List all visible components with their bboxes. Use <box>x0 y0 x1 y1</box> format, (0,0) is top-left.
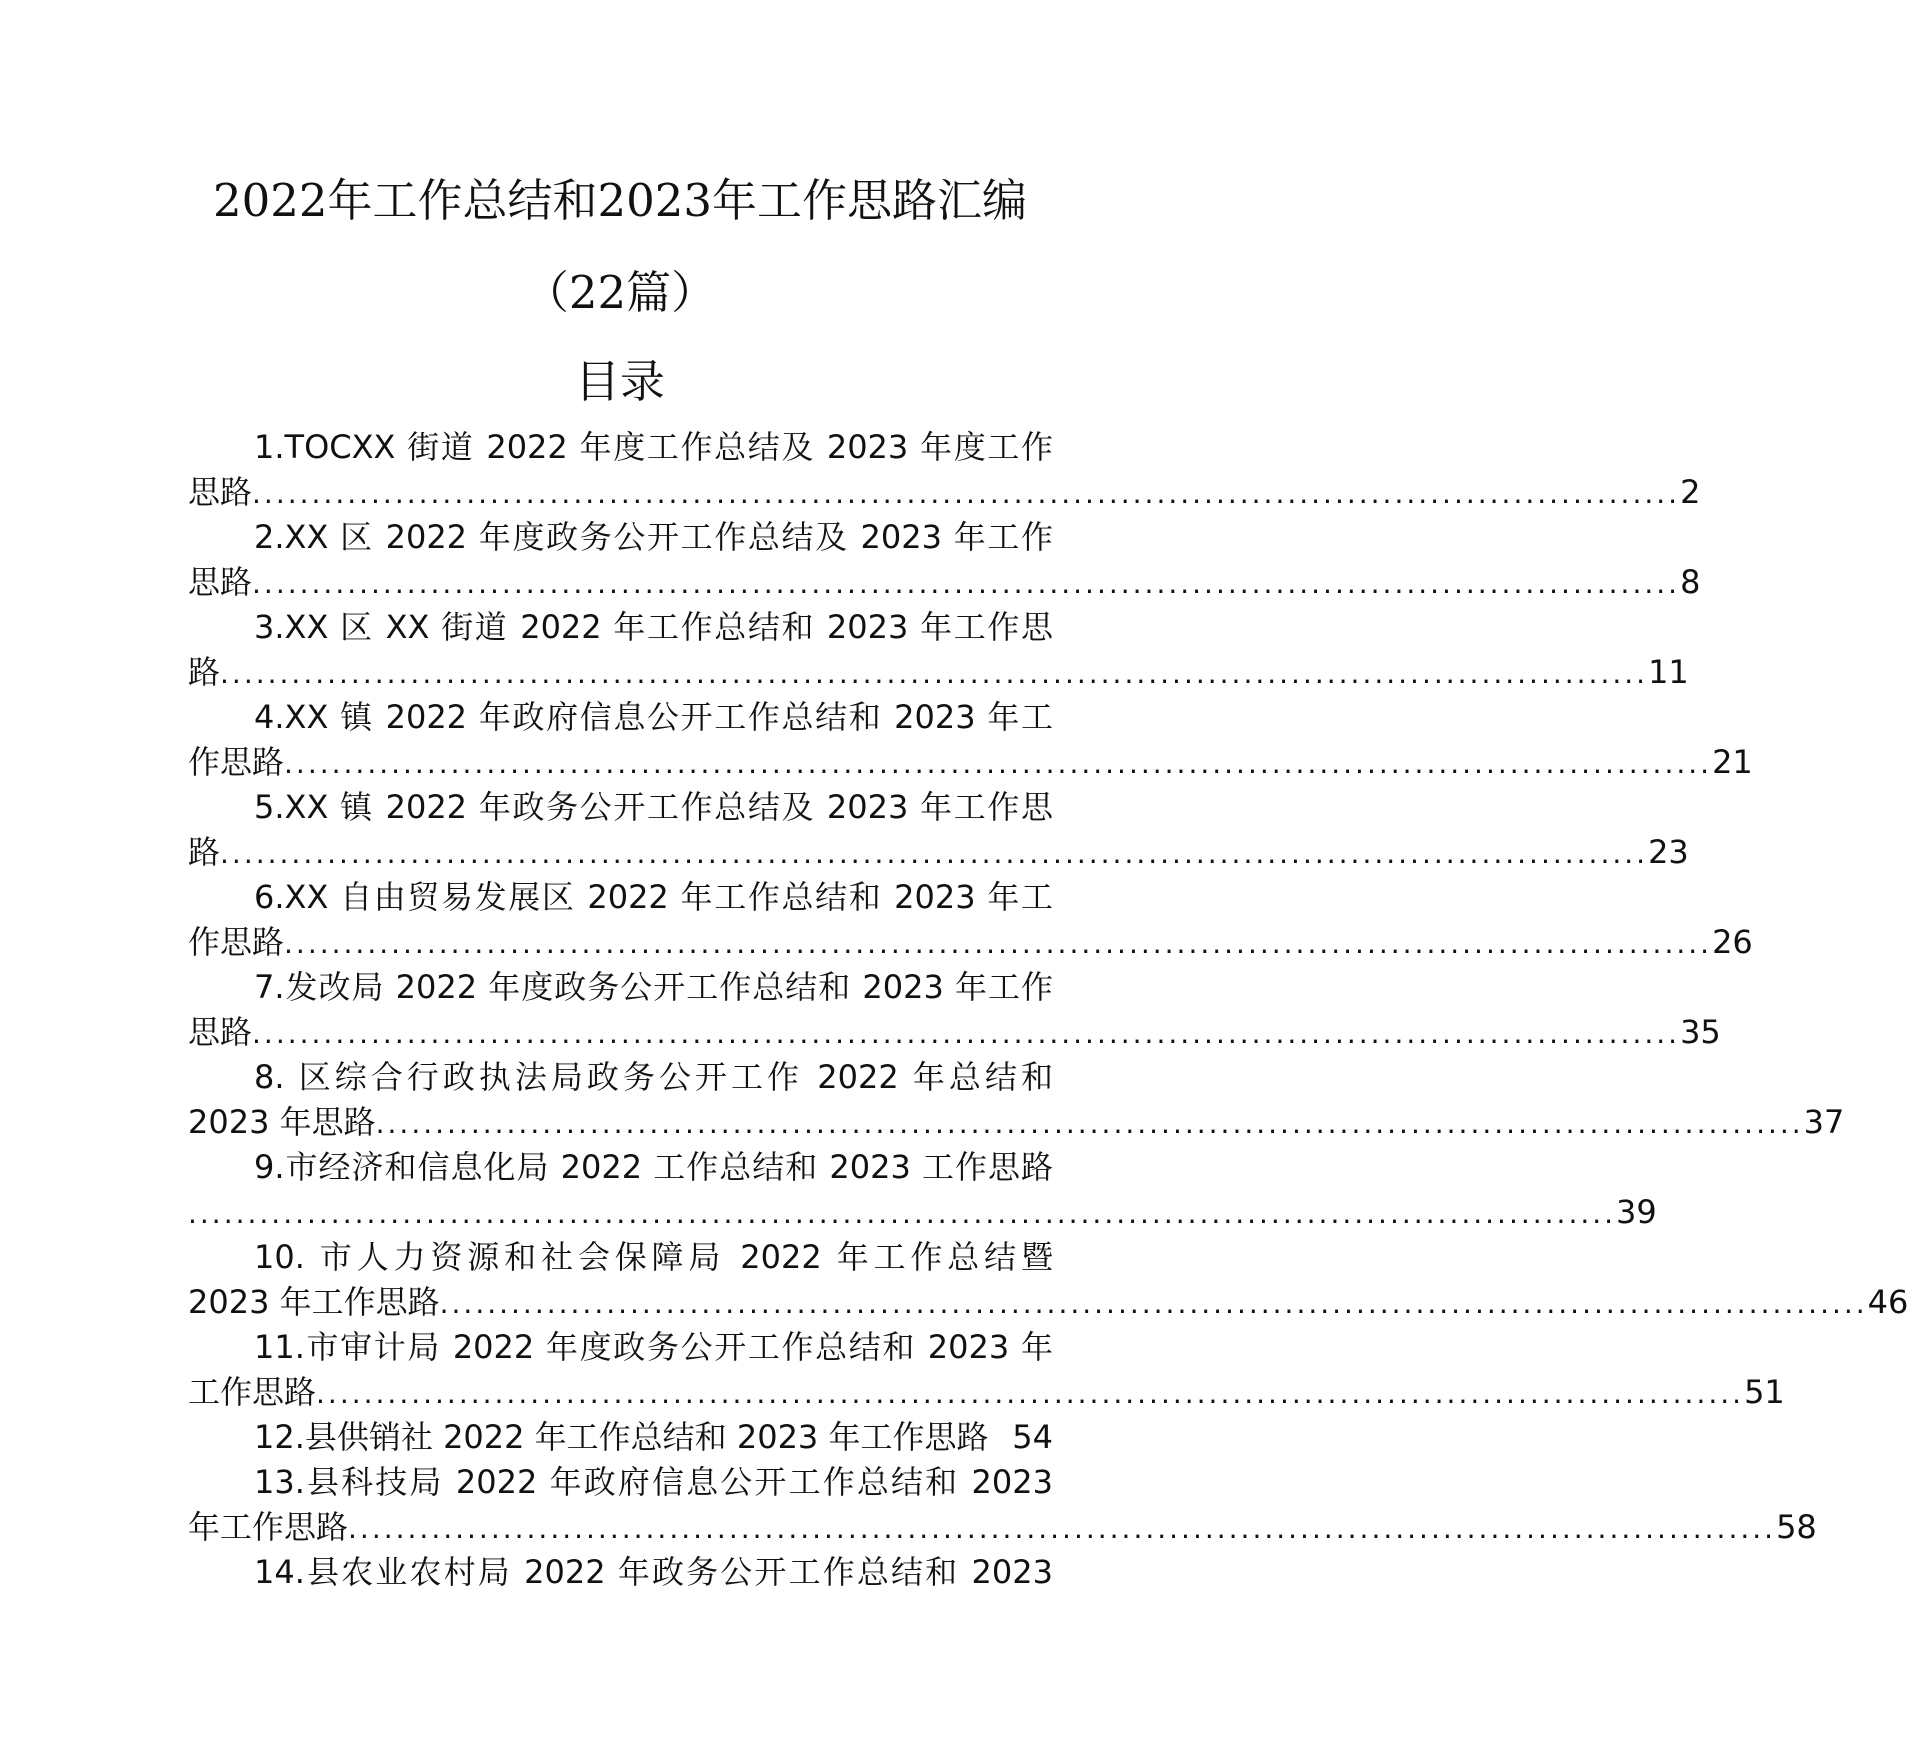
toc-entry-title: 5.XX 镇 2022 年政务公开工作总结及 2023 年工作思 <box>254 788 1053 826</box>
toc-entry-title: 7.发改局 2022 年度政务公开工作总结和 2023 年工作 <box>254 968 1053 1006</box>
toc-entry-title: 4.XX 镇 2022 年政府信息公开工作总结和 2023 年工 <box>254 698 1053 736</box>
toc-entry-title: 9.市经济和信息化局 2022 工作总结和 2023 工作思路 <box>254 1148 1053 1186</box>
toc-entry-title-continued: 路 <box>188 653 221 691</box>
toc-page-number: 39 <box>1616 1193 1657 1231</box>
toc-leader-dots: ........................................................................................................................ <box>252 1017 1681 1050</box>
toc-page-number: 51 <box>1744 1373 1785 1411</box>
toc-leader-dots: ........................................................................................................................ <box>220 657 1649 690</box>
toc-entry-title-continued: 思路 <box>188 473 253 511</box>
toc-entry[interactable] <box>188 965 1721 1055</box>
toc-entry[interactable] <box>188 1325 1785 1415</box>
toc-entry-title: 13.县科技局 2022 年政府信息公开工作总结和 2023 <box>254 1463 1053 1501</box>
toc-page-number: 26 <box>1712 923 1753 961</box>
toc-entry[interactable] <box>188 875 1753 965</box>
toc-entry-title-continued: 思路 <box>188 563 253 601</box>
toc-leader-dots: ........................................................................................................................ <box>348 1512 1777 1545</box>
toc-entry[interactable] <box>188 1235 1908 1325</box>
toc-entry[interactable] <box>188 695 1753 785</box>
toc-entry-title: 14.县农业农村局 2022 年政务公开工作总结和 2023 <box>254 1553 1053 1591</box>
toc-entry-title: 10. 市人力资源和社会保障局 2022 年工作总结暨 <box>254 1238 1053 1276</box>
toc-page-number: 8 <box>1680 563 1701 601</box>
toc-leader-dots: ........................................................................................................................ <box>439 1287 1868 1320</box>
toc-leader-dots: ........................................................................................................................ <box>284 927 1713 960</box>
toc-heading: 目录 <box>574 355 665 408</box>
toc-page-number: 11 <box>1648 653 1689 691</box>
toc-entry[interactable] <box>188 1550 1053 1595</box>
toc-entry-title-continued: 路 <box>188 833 221 871</box>
toc-leader-dots: ........................................................................................................................ <box>220 837 1649 870</box>
toc-entry-title-continued: 工作思路 <box>188 1373 317 1411</box>
toc-entry-title-continued: 作思路 <box>188 743 285 781</box>
toc-entry[interactable] <box>188 605 1689 695</box>
toc-entry-title: 3.XX 区 XX 街道 2022 年工作总结和 2023 年工作思 <box>254 608 1053 646</box>
toc-entry[interactable] <box>188 1055 1845 1145</box>
toc-leader-dots: ........................................................................................................................ <box>188 1197 1617 1230</box>
toc-entry-title-continued: 思路 <box>188 1013 253 1051</box>
toc-entry-title-continued: 2023 年工作思路 <box>188 1283 440 1321</box>
toc-entry[interactable] <box>188 1415 1053 1460</box>
toc-entry-title: 12.县供销社 2022 年工作总结和 2023 年工作思路 <box>254 1418 989 1456</box>
toc-leader-dots: ........................................................................................................................ <box>316 1377 1745 1410</box>
toc-page-number: 2 <box>1680 473 1701 511</box>
toc-page-number: 58 <box>1776 1508 1817 1546</box>
document-title: 2022年工作总结和2023年工作思路汇编 <box>212 174 1028 227</box>
toc-leader-dots: ........................................................................................................................ <box>252 477 1681 510</box>
toc-entry[interactable] <box>188 785 1689 875</box>
toc-page-number: 37 <box>1803 1103 1845 1141</box>
table-of-contents <box>188 425 1908 1595</box>
toc-page-number: 23 <box>1648 833 1689 871</box>
document-subtitle: （22篇） <box>523 266 717 319</box>
toc-entry-title: 8. 区综合行政执法局政务公开工作 2022 年总结和 <box>254 1058 1053 1096</box>
toc-entry[interactable] <box>188 1145 1657 1235</box>
toc-entry-title: 11.市审计局 2022 年度政务公开工作总结和 2023 年 <box>254 1328 1053 1366</box>
toc-page-number: 21 <box>1712 743 1753 781</box>
toc-page-number: 35 <box>1680 1013 1721 1051</box>
toc-entry-title: 2.XX 区 2022 年度政务公开工作总结及 2023 年工作 <box>254 518 1053 556</box>
toc-page-number: 54 <box>1012 1418 1053 1456</box>
toc-leader-dots: ........................................................................................................................ <box>375 1107 1804 1140</box>
toc-entry-title-continued: 作思路 <box>188 923 285 961</box>
toc-entry[interactable] <box>188 515 1701 605</box>
toc-entry-title-continued: 年工作思路 <box>188 1508 349 1546</box>
toc-entry-title: 6.XX 自由贸易发展区 2022 年工作总结和 2023 年工 <box>254 878 1053 916</box>
toc-leader-dots: ........................................................................................................................ <box>252 567 1681 600</box>
toc-entry[interactable] <box>188 1460 1817 1550</box>
toc-entry-title-continued: 2023 年思路 <box>188 1103 376 1141</box>
toc-page-number: 46 <box>1867 1283 1908 1321</box>
toc-entry[interactable] <box>188 425 1701 515</box>
toc-entry-title: 1.TOCXX 街道 2022 年度工作总结及 2023 年度工作 <box>254 428 1053 466</box>
toc-leader-dots: ........................................................................................................................ <box>284 747 1713 780</box>
